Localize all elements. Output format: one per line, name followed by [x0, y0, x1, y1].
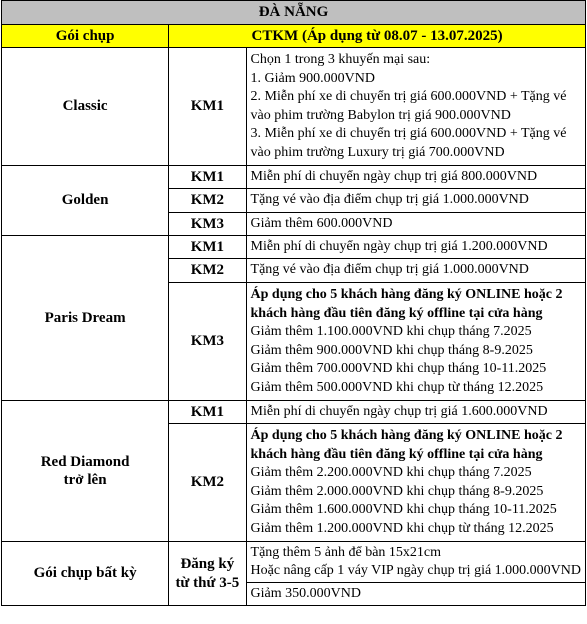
promo-description: Giảm 350.000VND	[246, 583, 585, 606]
promo-description	[246, 283, 585, 401]
package-paris-dream: Paris Dream	[2, 236, 169, 401]
table-row	[2, 48, 586, 166]
promo-condition: Áp dụng cho 5 khách hàng đăng ký ONLINE hoặc 2	[250, 428, 563, 443]
promo-code	[169, 542, 246, 606]
promo-description: Giảm thêm 600.000VND	[246, 213, 585, 236]
table-row	[2, 542, 586, 583]
title-row	[2, 1, 586, 25]
promo-description	[246, 542, 585, 583]
promo-line: 2. Miễn phí xe di chuyển trị giá 600.000VND + Tặng vé	[250, 89, 567, 104]
promo-condition: khách hàng đầu tiên đăng ký offline tại cửa hàng	[250, 305, 543, 321]
package-red-diamond	[2, 401, 169, 542]
promo-line: Giảm thêm 900.000VND khi chụp tháng 8-9.2025	[250, 342, 533, 358]
promo-line: vào phim trường Luxury trị giá 700.000VND	[250, 144, 505, 160]
promo-line: Giảm thêm 1.100.000VND khi chụp tháng 7.2025	[250, 324, 532, 339]
promo-code-line: từ thứ 3-5	[175, 574, 240, 591]
package-golden: Golden	[2, 166, 169, 236]
promo-line: Giảm thêm 700.000VND khi chụp tháng 10-11.2025	[250, 361, 547, 376]
promo-description: Miễn phí di chuyển ngày chụp trị giá 800.000VND	[246, 166, 585, 189]
promo-line: Giảm thêm 2.200.000VND khi chụp tháng 7.2025	[250, 465, 532, 480]
promo-line: Giảm thêm 500.000VND khi chụp từ tháng 12.2025	[250, 379, 544, 395]
promo-line: vào phim trường Babylon trị giá 900.000VND	[250, 107, 511, 123]
header-package: Gói chụp	[2, 25, 169, 48]
package-name-line: trở lên	[63, 472, 107, 488]
promo-code-line: Đăng ký	[180, 556, 235, 572]
package-name-line: Red Diamond	[40, 453, 130, 470]
promo-line: 1. Giảm 900.000VND	[250, 70, 375, 86]
promo-code: KM1	[169, 166, 246, 189]
promo-line: Giảm thêm 2.000.000VND khi chụp tháng 8-9.2025	[250, 483, 544, 499]
promo-line: Tặng thêm 5 ảnh để bàn 15x21cm	[250, 544, 442, 560]
promo-description: Tặng vé vào địa điểm chụp trị giá 1.000.000VND	[246, 189, 585, 213]
table-title: ĐÀ NẴNG	[2, 1, 586, 25]
promo-description	[246, 424, 585, 542]
promo-code: KM1	[169, 48, 246, 166]
promo-description: Miễn phí di chuyển ngày chụp trị giá 1.600.000VND	[246, 401, 585, 424]
promo-line: 3. Miễn phí xe di chuyển trị giá 600.000VND + Tặng vé	[250, 126, 567, 141]
promo-description	[246, 48, 585, 166]
promo-code: KM3	[169, 213, 246, 236]
promo-condition: khách hàng đầu tiên đăng ký offline tại cửa hàng	[250, 446, 543, 462]
table-row	[2, 236, 586, 259]
promo-code: KM2	[169, 424, 246, 542]
promo-code: KM2	[169, 259, 246, 283]
promo-line: Hoặc nâng cấp 1 váy VIP ngày chụp trị giá 1.000.000VND	[250, 563, 581, 578]
header-row	[2, 25, 586, 48]
promo-line: Giảm thêm 1.600.000VND khi chụp tháng 10-11.2025	[250, 502, 557, 517]
package-classic: Classic	[2, 48, 169, 166]
promo-line: Giảm thêm 1.200.000VND khi chụp từ tháng 12.2025	[250, 520, 554, 536]
promo-code: KM1	[169, 401, 246, 424]
promo-description: Miễn phí di chuyển ngày chụp trị giá 1.200.000VND	[246, 236, 585, 259]
promo-code: KM3	[169, 283, 246, 401]
package-any: Gói chụp bất kỳ	[2, 542, 169, 606]
promo-table	[1, 0, 586, 606]
table-row	[2, 401, 586, 424]
promo-condition: Áp dụng cho 5 khách hàng đăng ký ONLINE hoặc 2	[250, 287, 563, 302]
promo-line: Chọn 1 trong 3 khuyến mại sau:	[250, 52, 431, 67]
promo-description: Tặng vé vào địa điểm chụp trị giá 1.000.000VND	[246, 259, 585, 283]
header-promo: CTKM (Áp dụng từ 08.07 - 13.07.2025)	[169, 25, 586, 48]
promo-code: KM1	[169, 236, 246, 259]
table-row	[2, 166, 586, 189]
promo-code: KM2	[169, 189, 246, 213]
